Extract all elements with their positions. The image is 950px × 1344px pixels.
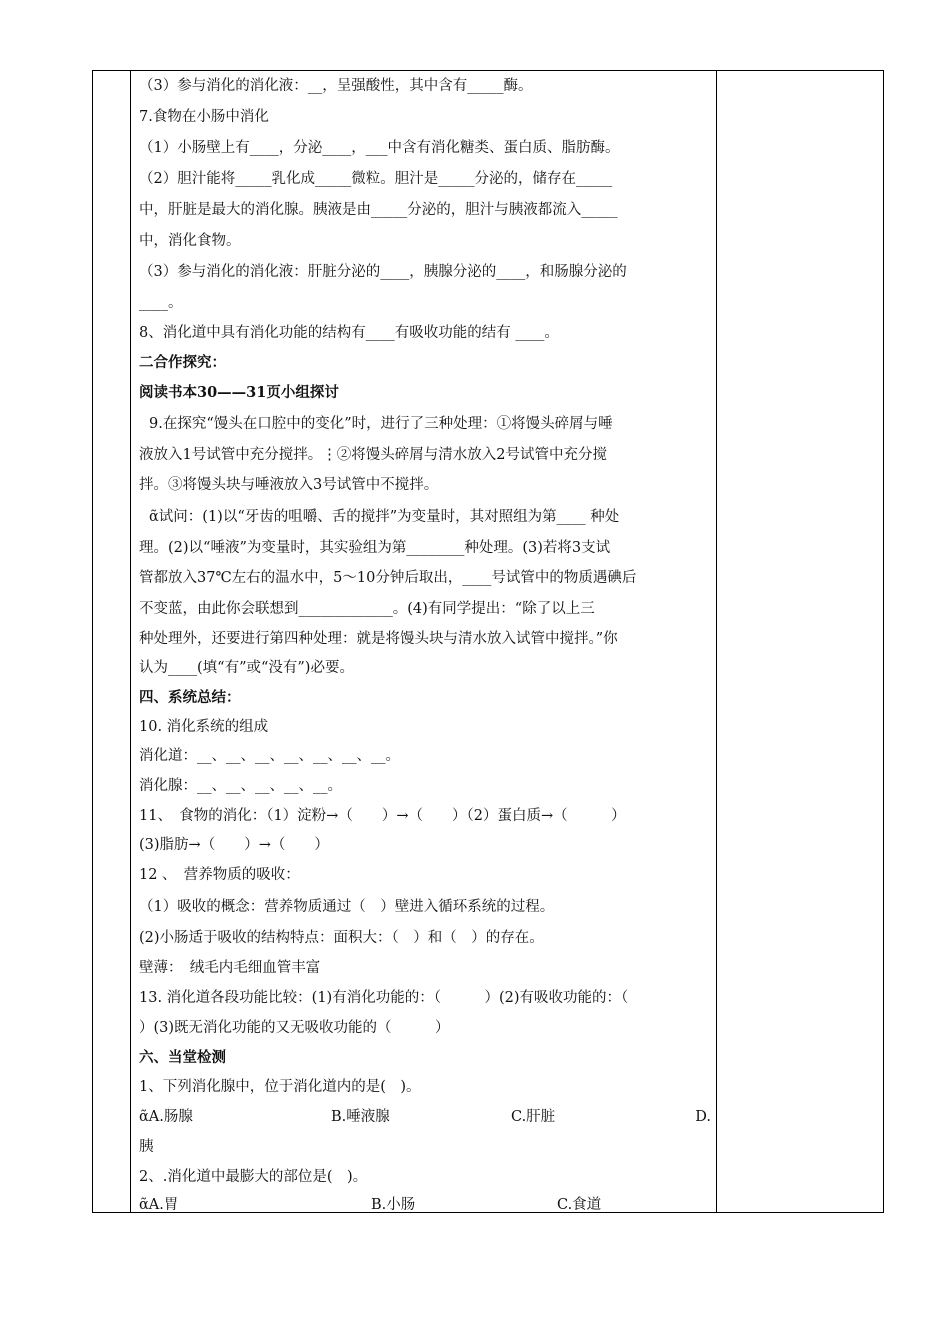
section-heading: 四、系统总结： xyxy=(139,689,241,706)
text-line: （2）胆汁能将_____乳化成_____微粒。胆汁是_____分泌的，储存在_____ xyxy=(139,171,613,187)
text-line: 液放入1号试管中充分搅拌。⋮②将馒头碎屑与清水放入2号试管中充分搅 xyxy=(139,447,607,463)
option-c: C.肝脏 xyxy=(511,1109,556,1125)
text-line: ____。 xyxy=(139,295,183,311)
text-line: 种处理外，还要进行第四种处理：就是将馒头块与清水放入试管中搅拌。”你 xyxy=(139,631,618,647)
text-line: 消化道：__、__、__、__、__、__、__。 xyxy=(139,748,400,764)
text-line: 10. 消化系统的组成 xyxy=(139,719,269,735)
section-subheading: 阅读书本30——31页小组探讨 xyxy=(139,384,339,401)
option-a: ᾶA.胃 xyxy=(139,1197,179,1213)
text-line: 7.食物在小肠中消化 xyxy=(139,109,269,125)
text-line: 中，肝脏是最大的消化腺。胰液是由_____分泌的，胆汁与胰液都流入_____ xyxy=(139,202,618,218)
text-line: 管都放入37℃左右的温水中，5～10分钟后取出，____号试管中的物质遇碘后 xyxy=(139,570,637,586)
text-line: 理。(2)以“唾液”为变量时，其实验组为第________种处理。(3)若将3支试 xyxy=(139,540,611,556)
text-line: ）(3)既无消化功能的又无吸收功能的（ ） xyxy=(139,1020,450,1036)
section-heading: 六、当堂检测 xyxy=(139,1049,226,1066)
text-line: ᾶ试问：(1)以“牙齿的咀嚼、舌的搅拌”为变量时，其对照组为第____ 种处 xyxy=(149,509,620,525)
left-column xyxy=(93,71,131,1212)
text-line: (2)小肠适于吸收的结构特点：面积大：（ ）和（ ）的存在。 xyxy=(139,930,544,946)
text-line: （1）吸收的概念：营养物质通过（ ）壁进入循环系统的过程。 xyxy=(139,899,555,915)
right-column xyxy=(716,71,883,1212)
section-heading: 二合作探究： xyxy=(139,354,226,371)
text-line: （1）小肠壁上有____，分泌____，___中含有消化糖类、蛋白质、脂肪酶。 xyxy=(139,140,620,156)
text-line: （3）参与消化的消化液：__，呈强酸性，其中含有_____酶。 xyxy=(139,78,533,94)
text-line: 13. 消化道各段功能比较：(1)有消化功能的：（ ）(2)有吸收功能的：（ xyxy=(139,990,629,1006)
text-line: 不变蓝，由此你会联想到_____________。(4)有同学提出：“除了以上三 xyxy=(139,601,595,617)
text-line: 中，消化食物。 xyxy=(139,233,241,249)
text-line: （3）参与消化的消化液：肝脏分泌的____，胰腺分泌的____，和肠腺分泌的 xyxy=(139,264,627,280)
option-b: B.小肠 xyxy=(371,1197,416,1213)
text-line: 拌。③将馒头块与唾液放入3号试管中不搅拌。 xyxy=(139,477,439,493)
text-line: 壁薄： 绒毛内毛细血管丰富 xyxy=(139,960,321,976)
option-b: B.唾液腺 xyxy=(331,1109,390,1125)
text-line: 9.在探究“馒头在口腔中的变化”时，进行了三种处理：①将馒头碎屑与唾 xyxy=(149,416,613,432)
text-line: 认为____(填“有”或“没有”)必要。 xyxy=(139,660,354,676)
question-2: 2、.消化道中最膨大的部位是( )。 xyxy=(139,1169,368,1185)
question-1: 1、下列消化腺中，位于消化道内的是( )。 xyxy=(139,1079,421,1095)
option-d: D. xyxy=(695,1109,711,1125)
option-c: C.食道 xyxy=(557,1197,602,1213)
text-line: 消化腺：__、__、__、__、__。 xyxy=(139,778,342,794)
option-a: ᾶA.肠腺 xyxy=(139,1109,193,1125)
text-line: 8、消化道中具有消化功能的结构有____有吸收功能的结有 ____。 xyxy=(139,325,559,341)
option-d-wrap: 胰 xyxy=(139,1139,154,1155)
worksheet-table xyxy=(92,70,884,1213)
text-line: (3)脂肪→（ ）→（ ） xyxy=(139,837,329,853)
text-line: 12 、 营养物质的吸收： xyxy=(139,867,300,883)
text-line: 11、 食物的消化：（1）淀粉→（ ）→（ ）（2）蛋白质→（ ） xyxy=(139,808,626,824)
